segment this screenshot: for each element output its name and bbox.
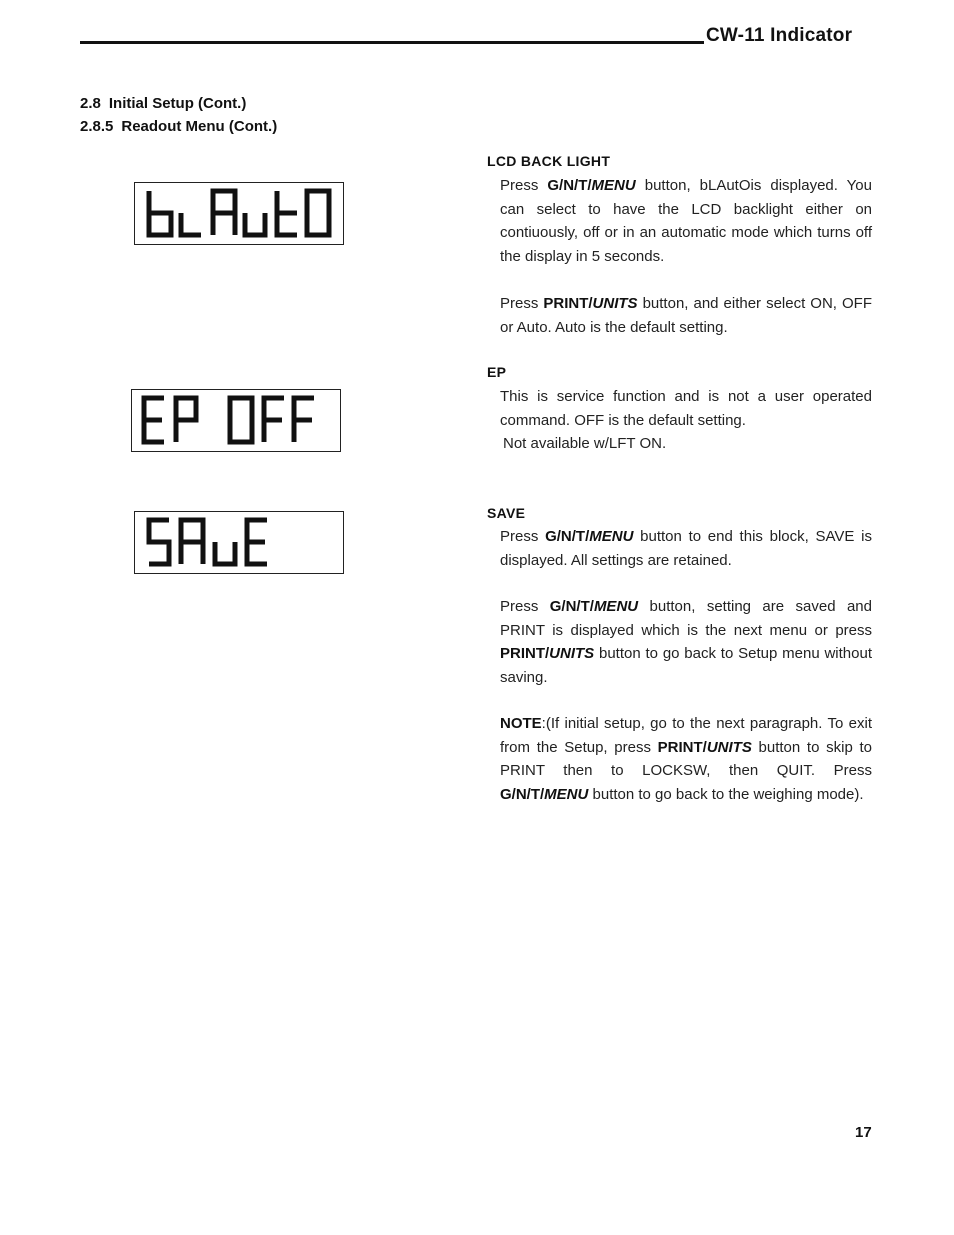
topic-heading-save: SAVE [487, 505, 526, 521]
text-run: button, setting are saved and PRINT is displayed which is the next menu or press [500, 598, 872, 639]
text-run: Press [500, 177, 548, 194]
text-run: button, and either select ON, OFF or Auto. Auto is the default setting. [500, 295, 872, 336]
key-label-menu: MENU [544, 785, 589, 803]
topic-heading-lcd-backlight: LCD BACK LIGHT [487, 153, 611, 169]
text-run: button to go back to the weighing mode). [588, 785, 864, 803]
text-run: button, bLAutOis displayed. You can select to have the LCD backlight either on contiuously, off or in an automatic mode which turns off the display in 5 seconds. [500, 177, 872, 265]
key-label-menu: MENU [593, 598, 639, 615]
key-label-print: PRINT/ [543, 295, 593, 312]
key-label-gnt: G/N/T/ [545, 528, 590, 545]
key-label-print: PRINT/ [500, 645, 550, 662]
key-label-units: UNITS [706, 738, 752, 756]
text-run: :(If initial setup, go to the next paragraph. To exit from the Setup, press [500, 715, 872, 756]
page-number: 17 [855, 1124, 872, 1141]
text-run: This is service function and is not a user operated command. OFF is the default setting. [500, 388, 872, 429]
key-label-units: UNITS [549, 645, 595, 662]
paragraph-lcd-backlight-2 [500, 292, 872, 339]
lcd-segments-blauto [135, 183, 342, 243]
key-label-gnt: G/N/T/ [549, 598, 594, 615]
lcd-display-ep-off [131, 389, 341, 452]
section-number: 2.8.5 [80, 118, 114, 135]
section-title: Readout Menu (Cont.) [121, 118, 278, 135]
section-title: Initial Setup (Cont.) [108, 95, 247, 112]
section-number: 2.8 [80, 95, 101, 112]
paragraph-lcd-backlight-1 [500, 174, 872, 268]
text-run: button to end this block, SAVE is displayed. All settings are retained. [500, 528, 872, 569]
paragraph-save-note [500, 712, 872, 806]
key-label-gnt: G/N/T/ [500, 785, 545, 803]
section-heading-2-8 [80, 95, 246, 112]
lcd-segments-save [135, 512, 342, 572]
key-label-menu: MENU [591, 177, 636, 194]
text-run: Press [500, 528, 546, 545]
key-label-menu: MENU [589, 528, 634, 545]
header-rule [80, 41, 704, 44]
lcd-display-blauto [134, 182, 344, 245]
text-run: Press [500, 295, 544, 312]
lcd-segments-ep-off [132, 390, 339, 450]
paragraph-save-1 [500, 525, 872, 572]
topic-heading-ep: EP [487, 364, 507, 380]
key-label-gnt: G/N/T/ [547, 177, 592, 194]
document-title: CW-11 Indicator [706, 25, 853, 46]
key-label-print: PRINT/ [657, 738, 707, 756]
text-run: button to go back to Setup menu without saving. [500, 645, 872, 686]
text-run: Not available w/LFT ON. [503, 435, 667, 452]
text-run: button to skip to PRINT then to LOCKSW, then QUIT. Press [500, 738, 872, 779]
text-run: Press [500, 598, 550, 615]
key-label-units: UNITS [592, 295, 638, 312]
paragraph-ep [500, 385, 872, 456]
section-heading-2-8-5 [80, 118, 277, 135]
paragraph-save-2 [500, 595, 872, 689]
note-label: NOTE [500, 715, 542, 732]
lcd-display-save [134, 511, 344, 574]
